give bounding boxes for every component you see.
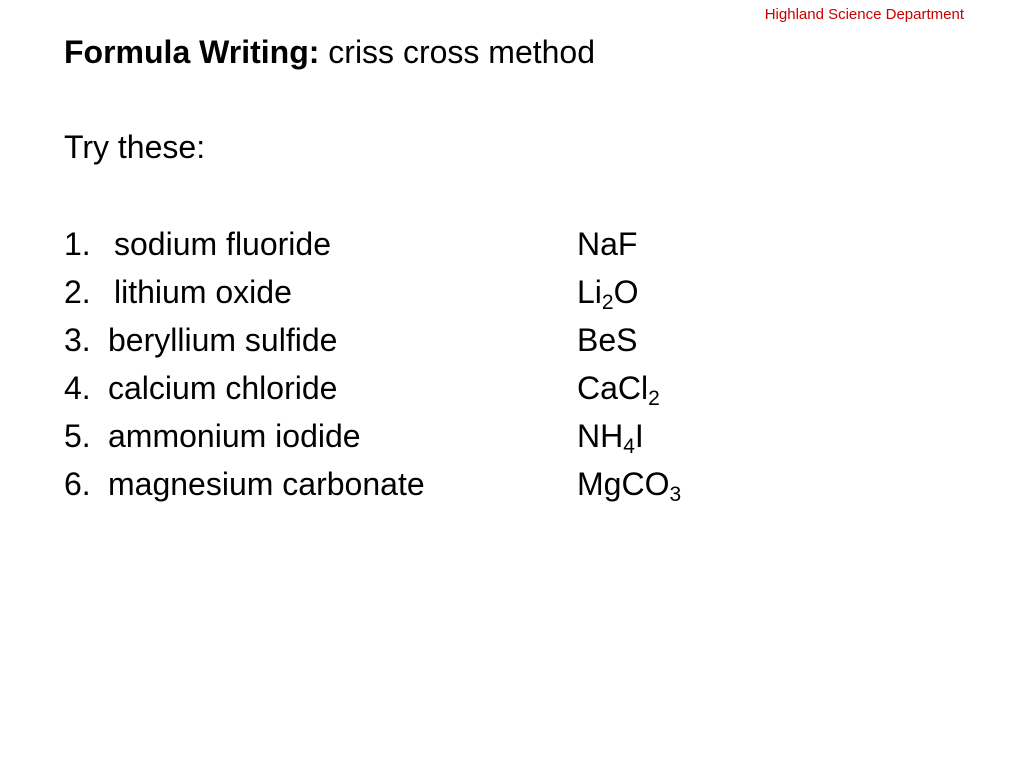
list-item	[64, 364, 764, 412]
instruction-text: Try these:	[64, 129, 206, 165]
formula-subscript: 4	[623, 435, 635, 458]
list-item	[64, 220, 764, 268]
item-number: 4.	[64, 370, 91, 406]
formula-subscript: 2	[648, 387, 660, 410]
compound-name: sodium fluoride	[114, 226, 331, 262]
department-label: Highland Science Department	[764, 6, 964, 23]
list-item	[64, 268, 764, 316]
list-item	[64, 316, 764, 364]
formula-text: NH	[577, 418, 624, 454]
chemical-formula	[577, 316, 637, 364]
formula-text: Li	[577, 274, 602, 310]
title-bold-part: Formula Writing:	[64, 34, 320, 70]
formula-text: CaCl	[577, 370, 649, 406]
chemical-formula	[577, 460, 681, 508]
title-rest: criss cross method	[328, 34, 596, 70]
chemical-formula	[577, 412, 644, 460]
compound-name: calcium chloride	[108, 370, 338, 406]
compound-name: lithium oxide	[114, 274, 292, 310]
item-number: 2.	[64, 274, 91, 310]
chemical-formula	[577, 220, 637, 268]
list-item	[64, 460, 764, 508]
formula-text: BeS	[577, 322, 638, 358]
item-number: 1.	[64, 226, 91, 262]
formula-subscript: 3	[669, 483, 682, 506]
compound-name: magnesium carbonate	[108, 466, 425, 502]
slide-title	[64, 30, 595, 74]
compound-name: beryllium sulfide	[108, 322, 338, 358]
compound-name: ammonium iodide	[108, 418, 361, 454]
problem-list	[64, 220, 764, 508]
formula-text: O	[613, 274, 639, 310]
item-number: 6.	[64, 466, 91, 502]
chemical-formula	[577, 268, 638, 316]
formula-text: I	[634, 418, 644, 454]
chemical-formula	[577, 364, 660, 412]
formula-text: NaF	[577, 226, 638, 262]
list-item	[64, 412, 764, 460]
item-number: 5.	[64, 418, 91, 454]
item-number: 3.	[64, 322, 91, 358]
formula-text: MgCO	[577, 466, 670, 502]
formula-subscript: 2	[601, 291, 614, 314]
